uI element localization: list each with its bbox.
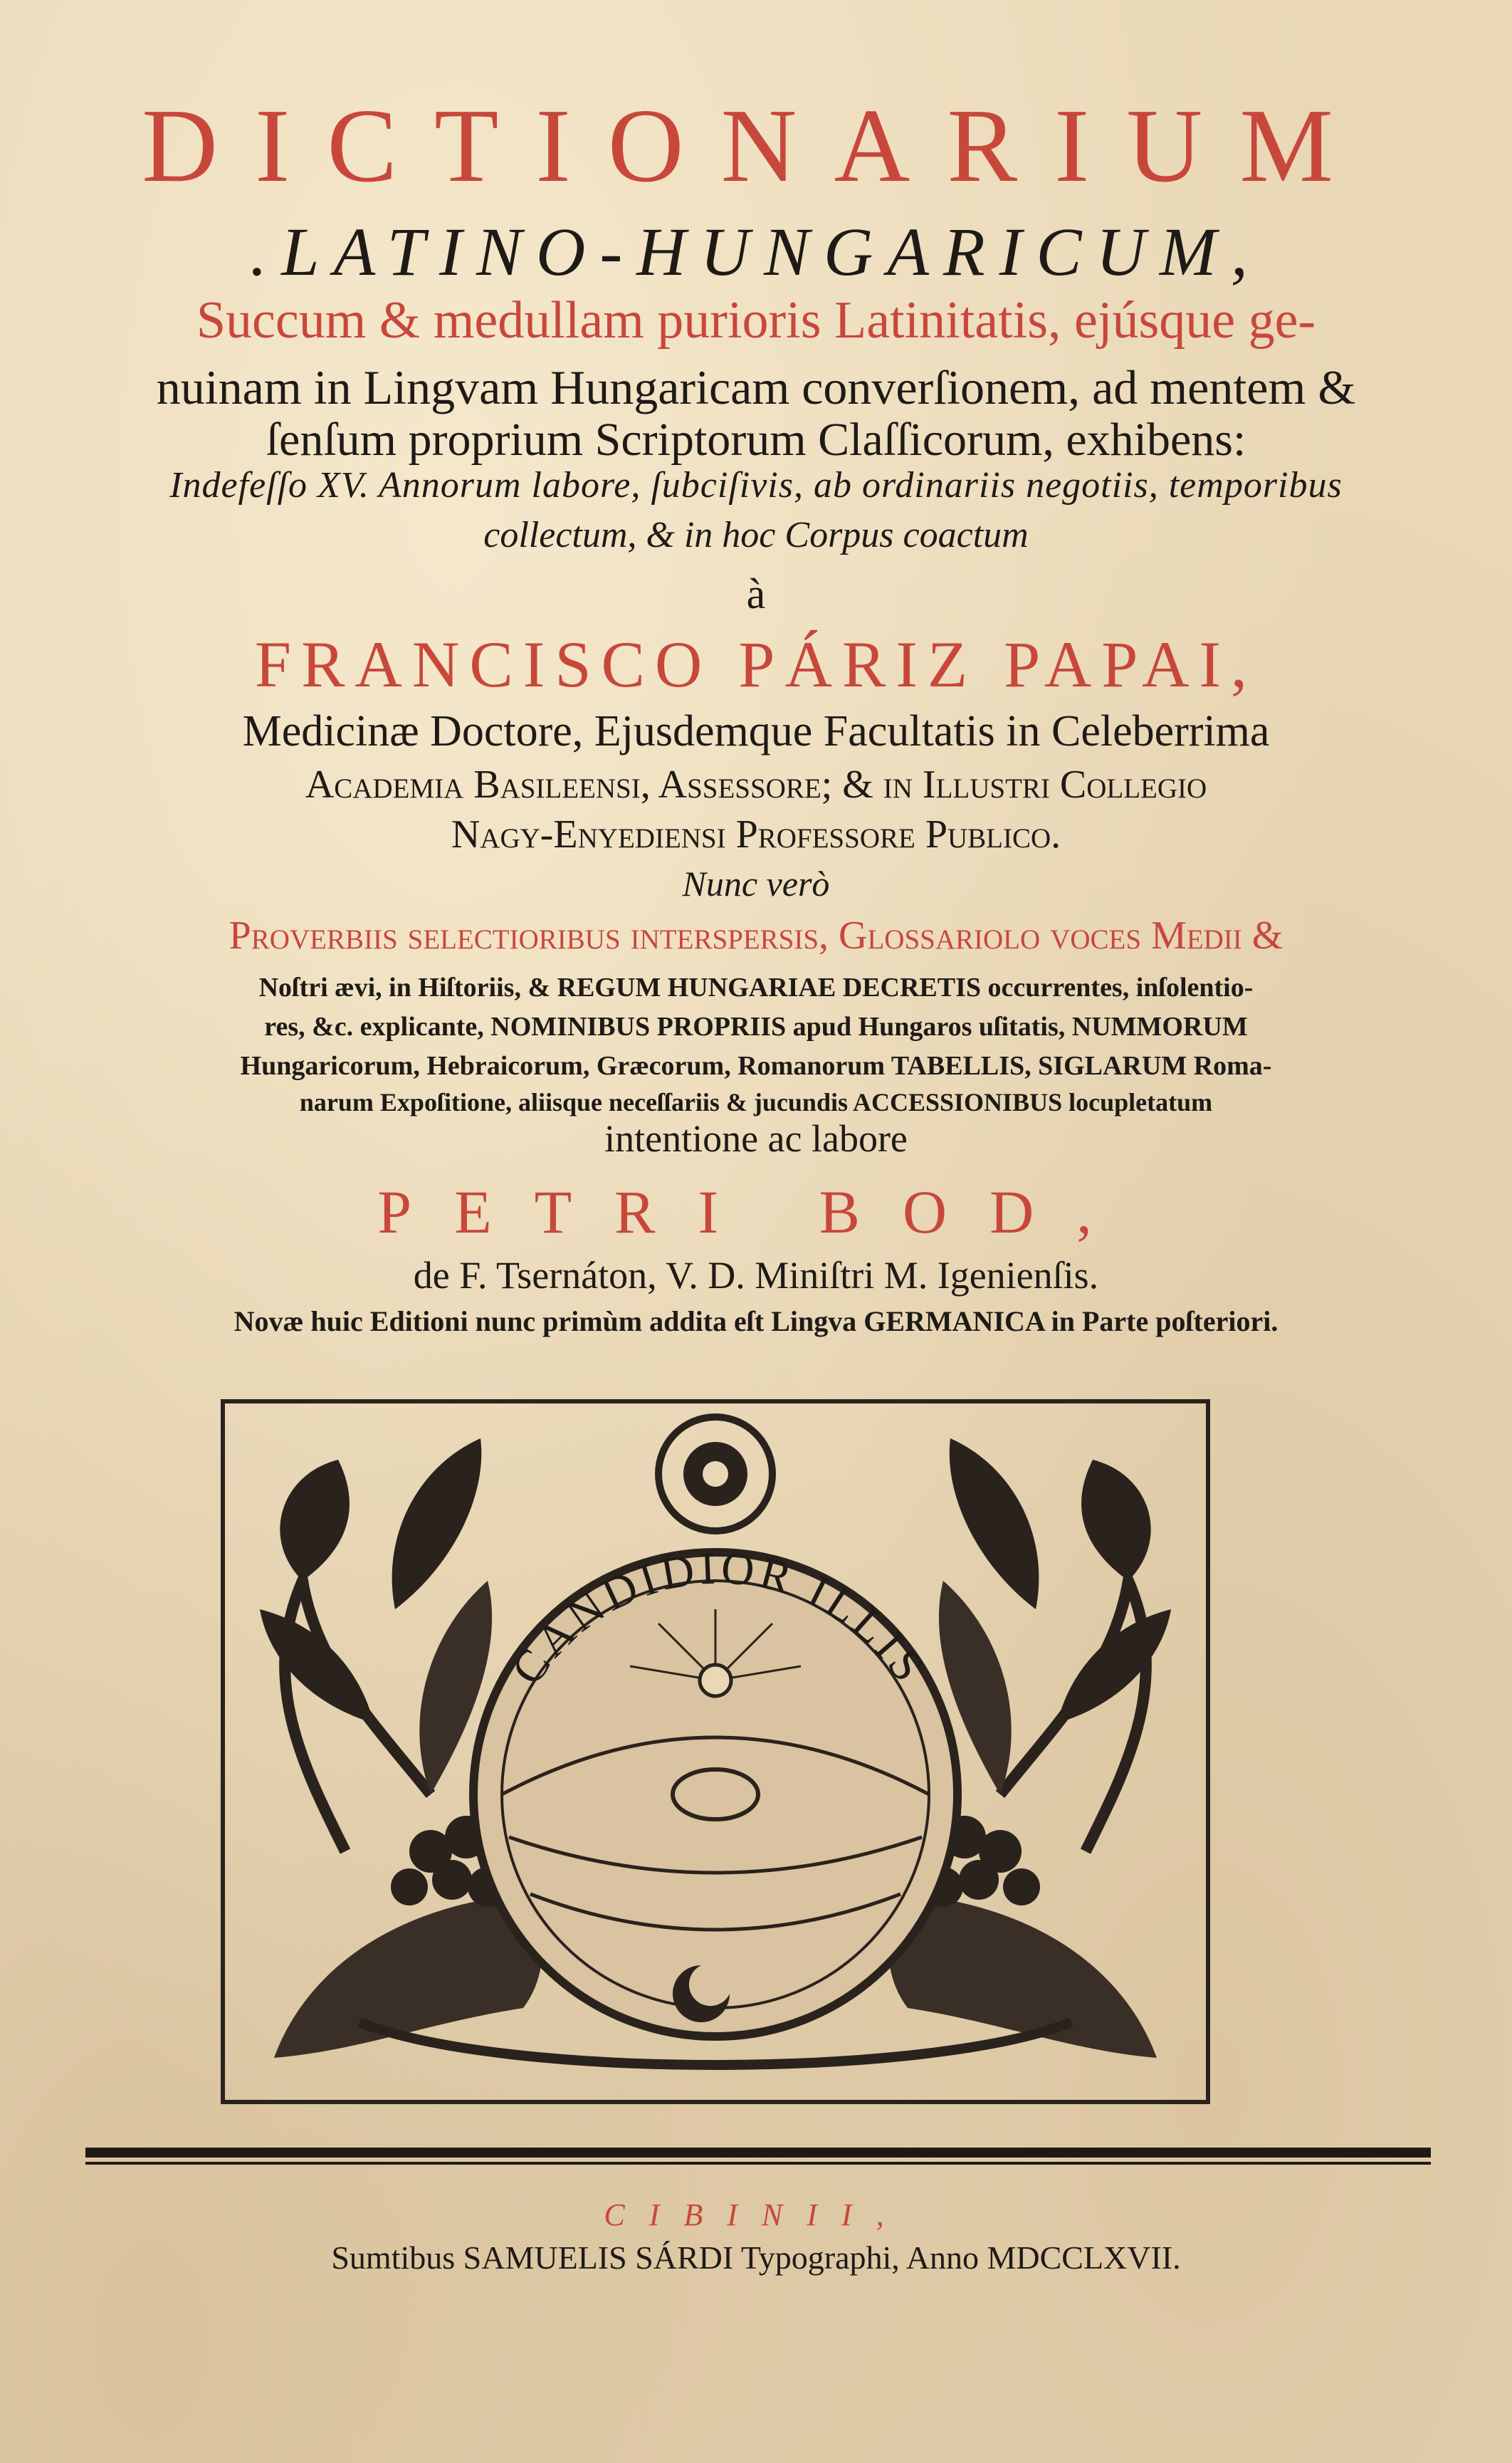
author-credential-1: Medicinæ Doctore, Ejusdemque Facultatis in Celeberrima [242, 707, 1270, 755]
book-subtitle: .LATINO-HUNGARICUM, [250, 214, 1262, 290]
description-line-5: collectum, & in hoc Corpus coactum [483, 515, 1029, 555]
imprint-line: Sumtibus SAMUELIS SÁRDI Typographi, Anno MDCCLXVII. [331, 2239, 1181, 2276]
nunc-vero: Nunc verò [682, 864, 830, 904]
motto-text: CANDIDIOR ILLIS [501, 1542, 937, 1694]
description-line-1: Succum & medullam purioris Latinitatis, ejúsque ge- [196, 291, 1316, 350]
contents-line-2: res, &c. explicante, NOMINIBUS PROPRIIS apud Hungaros uſitatis, NUMMORUM [264, 1012, 1248, 1042]
contents-line-4: narum Expoſitione, aliisque neceſſariis & jucundis ACCESSIONIBUS locupletatum [299, 1088, 1213, 1117]
description-line-3: ſenſum proprium Scriptorum Claſſicorum, exhibens: [266, 414, 1246, 466]
contents-line-1: Noſtri ævi, in Hiſtoriis, & REGUM HUNGARIAE DECRETIS occurrentes, inſolentio- [258, 973, 1254, 1003]
contents-line-3: Hungaricorum, Hebraicorum, Græcorum, Romanorum TABELLIS, SIGLARUM Roma- [240, 1051, 1272, 1081]
proverbiis-line: Proverbiis ſelectioribus interſperſis, Glossariolo voces Medii & [229, 914, 1283, 958]
place-of-printing: CIBINII, [604, 2197, 908, 2232]
description-line-4: Indefeſſo XV. Annorum labore, ſubciſivis, ab ordinariis negotiis, temporibus [169, 465, 1343, 506]
author-credential-3: Nagy-Enyediensi Profeſſore Publico. [451, 812, 1061, 857]
intentione-line: intentione ac labore [604, 1117, 908, 1160]
author-credential-2: Academia Basileensi, Aſſeſſore; & in Illuſtri Collegio [305, 763, 1207, 807]
author-name: FRANCISCO PÁRIZ PAPAI, [254, 628, 1258, 701]
svg-text:CANDIDIOR ILLIS [502, 1542, 937, 1694]
edition-note: Novæ huic Editioni nunc primùm addita eſt Lingva GERMANICA in Parte poſteriori. [233, 1305, 1279, 1337]
horizontal-rule [85, 2142, 1431, 2170]
a-mark: à [746, 570, 766, 617]
editor-credential: de F. Tsernáton, V. D. Miniſtri M. Igenienſis. [413, 1254, 1099, 1297]
editor-name: PETRI BOD, [377, 1178, 1135, 1246]
description-line-2: nuinam in Lingvam Hungaricam converſionem, ad mentem & [156, 360, 1356, 414]
motto-arc [217, 1396, 1214, 2108]
book-title: DICTIONARIUM [142, 88, 1370, 204]
